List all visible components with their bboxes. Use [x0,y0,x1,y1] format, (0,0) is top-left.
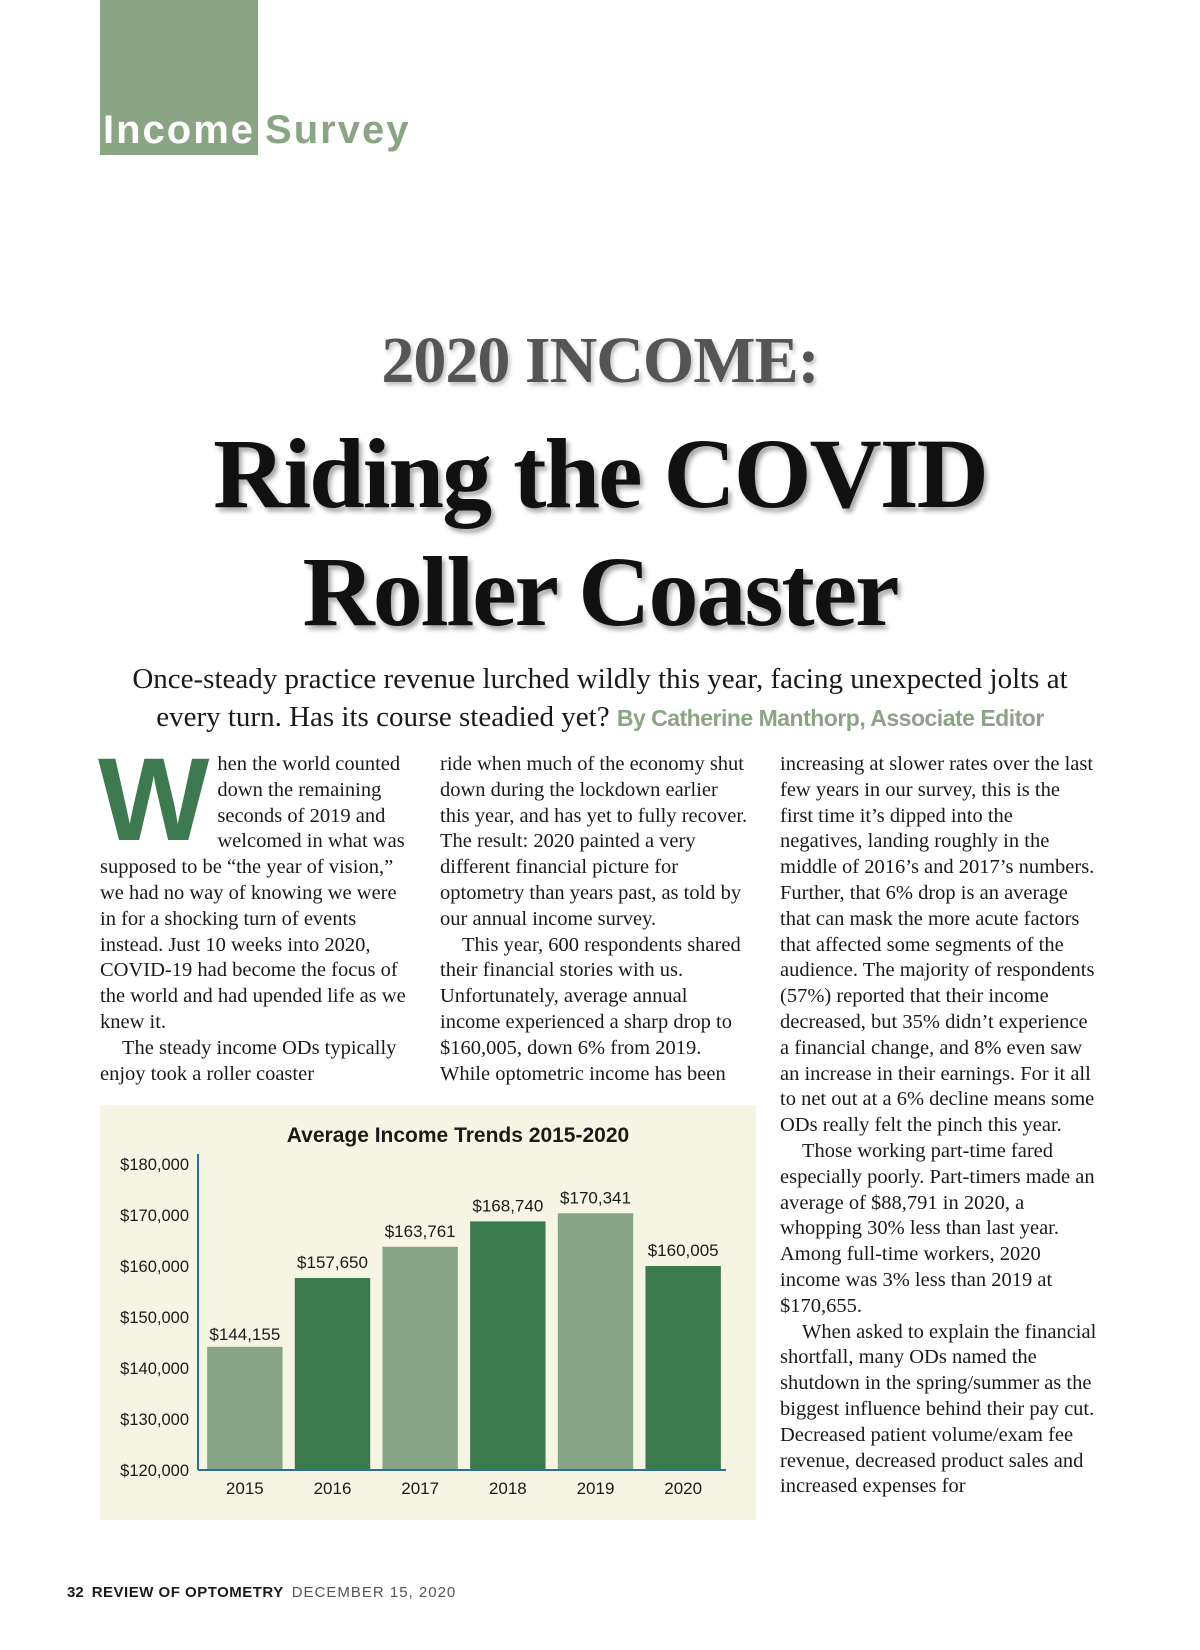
data-label: $170,341 [560,1188,631,1208]
x-tick-label: 2015 [225,1479,264,1498]
bar-2017 [382,1247,457,1470]
body-column-1 [98,734,415,1087]
data-label: $168,740 [472,1196,544,1216]
data-label: $157,650 [297,1252,368,1272]
income-trends-chart [100,1105,756,1520]
x-tick-label: 2017 [401,1479,440,1498]
bar-2020 [645,1266,720,1470]
issue-date: DECEMBER 15, 2020 [291,1584,457,1601]
bar-2019 [558,1213,633,1470]
paragraph: When asked to explain the financial shortfall, many ODs named the shutdown in the spring/summer as the biggest influence behind their pay cut. Decreased patient volume/exam fee revenue, decreased product sales and increased expenses for [780,1320,1097,1498]
chart-canvas [100,1105,756,1520]
x-tick-label: 2019 [576,1479,615,1498]
chart-title: Average Income Trends 2015-2020 [286,1124,630,1147]
paragraph: hen the world counted down the remaining seconds of 2019 and welcomed in what was supposed to be “the year of vision,” we had no way of knowing we were in for a shocking turn of events instead. Just 10 weeks into 2020, COVID-19 had become the focus of the world and had upended life as we knew it. [100,753,406,1033]
deck-text: Once-steady practice revenue lurched wildly this year, facing unexpected jolts at every turn. Has its course steadied yet? [132,663,1068,733]
page-number: 32 [67,1584,84,1601]
page-footer [67,1584,456,1601]
article-kicker: 2020 INCOME: [381,324,819,397]
paragraph: increasing at slower rates over the last few years in our survey, this is the first time it’s dipped into the negatives, landing roughly in the middle of 2016’s and 2017’s numbers. Further, that 6% drop is an average that can mask the more acute factors that affected some segments of the audience. The majority of respondents (57%) reported that their income decreased, but 35% didn’t experience a financial change, and 8% even saw an increase in their earnings. For it all to net out at a 6% decline means some ODs really felt the pinch this year. [780,753,1095,1137]
bar-2016 [295,1278,370,1470]
y-tick-label: $170,000 [120,1207,189,1225]
x-tick-label: 2020 [664,1479,703,1498]
article-headline [0,415,1200,651]
section-tag-word-1: Income [103,108,256,152]
headline-line-1: Riding the COVID [213,418,987,529]
article-deck [100,660,1100,737]
x-tick-label: 2018 [488,1479,527,1498]
y-tick-label: $180,000 [120,1156,189,1174]
y-tick-label: $130,000 [120,1411,189,1429]
y-tick-label: $160,000 [120,1258,189,1276]
bar-2015 [207,1347,282,1470]
publication-name: REVIEW OF OPTOMETRY [91,1584,284,1601]
y-tick-label: $150,000 [120,1309,189,1327]
data-label: $144,155 [209,1324,281,1344]
body-column-2 [440,752,750,1087]
x-tick-label: 2016 [313,1479,352,1498]
body-column-3 [780,752,1098,1500]
data-label: $160,005 [647,1240,719,1260]
section-tag [103,108,410,153]
paragraph: ride when much of the economy shut down during the lockdown earlier this year, and has yet to fully recover. The result: 2020 painted a very different financial picture for optometry than years past, as told by our annual income survey. [440,753,748,930]
byline: By Catherine Manthorp, Associate Editor [616,705,1044,731]
paragraph: The steady income ODs typically enjoy took a roller coaster [100,1036,397,1085]
y-tick-label: $140,000 [120,1360,189,1378]
paragraph: This year, 600 respondents shared their financial stories with us. Unfortunately, average annual income experienced a sharp drop to $160,005, down 6% from 2019. While optometric income has been [440,933,741,1085]
y-tick-label: $120,000 [120,1462,189,1480]
paragraph: Those working part-time fared especially poorly. Part-timers made an average of $88,791 in 2020, a whopping 30% less than last year. Among full-time workers, 2020 income was 3% less than 2019 at $170,655. [780,1139,1095,1317]
data-label: $163,761 [384,1221,456,1241]
drop-cap: W [98,734,210,866]
headline-line-2: Roller Coaster [302,536,898,647]
section-tag-word-2: Survey [265,108,411,152]
bar-2018 [470,1221,545,1470]
